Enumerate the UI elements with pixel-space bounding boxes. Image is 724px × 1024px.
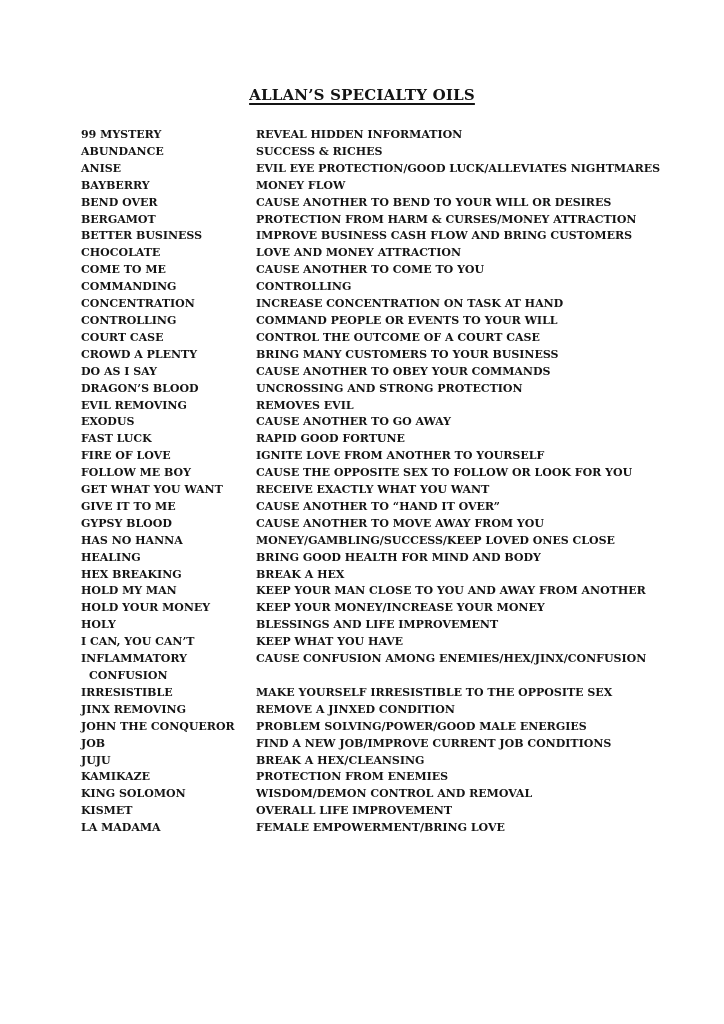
oil-row [81, 330, 681, 347]
oil-name-text: DO AS I SAY [81, 364, 158, 378]
oil-name-text: CHOCOLATE [81, 246, 161, 260]
oil-description: FIND A NEW JOB/IMPROVE CURRENT JOB CONDITIONS [256, 736, 612, 750]
oil-row [81, 465, 681, 482]
oil-description: CAUSE ANOTHER TO COME TO YOU [256, 263, 485, 277]
oil-name [81, 567, 251, 584]
oil-name-text: GET WHAT YOU WANT [81, 483, 223, 497]
oil-row [81, 262, 681, 279]
oil-name [81, 330, 251, 347]
oil-description: RECEIVE EXACTLY WHAT YOU WANT [256, 483, 490, 497]
oil-description: COMMAND PEOPLE OR EVENTS TO YOUR WILL [256, 313, 558, 327]
oil-description: PROTECTION FROM HARM & CURSES/MONEY ATTRACTION [256, 212, 637, 226]
oil-name-text: KAMIKAZE [81, 770, 151, 784]
oil-description: CONTROL THE OUTCOME OF A COURT CASE [256, 330, 540, 344]
oil-row [81, 634, 681, 651]
oil-name-text: FAST LUCK [81, 432, 152, 446]
oil-name-text: ABUNDANCE [81, 144, 164, 158]
oil-name [81, 398, 251, 415]
document-title [0, 86, 724, 104]
oil-name-text: EXODUS [81, 415, 135, 429]
oil-row [81, 769, 681, 786]
oil-name-text: BERGAMOT [81, 212, 156, 226]
oil-name [81, 279, 251, 296]
oil-row [81, 448, 681, 465]
oil-row [81, 719, 681, 736]
oil-row [81, 381, 681, 398]
oil-name-text: COMMANDING [81, 280, 177, 294]
oil-name [81, 702, 251, 719]
oil-name-text: BETTER BUSINESS [81, 229, 203, 243]
oil-name [81, 212, 251, 229]
oil-name-text: COME TO ME [81, 263, 166, 277]
oil-description: REVEAL HIDDEN INFORMATION [256, 128, 463, 141]
oil-description: OVERALL LIFE IMPROVEMENT [256, 804, 453, 818]
oil-list [81, 127, 681, 837]
oil-name-text: GIVE IT TO ME [81, 499, 176, 513]
oil-name [81, 127, 251, 144]
oil-name [81, 178, 251, 195]
oil-description: MONEY FLOW [256, 178, 346, 192]
oil-name-text: HOLY [81, 618, 116, 632]
oil-row [81, 414, 681, 431]
oil-row [81, 567, 681, 584]
oil-name [81, 161, 251, 178]
oil-name [81, 651, 251, 685]
oil-row [81, 820, 681, 837]
oil-name-text: JOB [81, 736, 106, 750]
oil-description: PROTECTION FROM ENEMIES [256, 770, 449, 784]
oil-name-text: LA MADAMA [81, 821, 161, 835]
oil-name-text: KING SOLOMON [81, 787, 186, 801]
oil-row [81, 228, 681, 245]
oil-row [81, 533, 681, 550]
oil-description: CAUSE ANOTHER TO “HAND IT OVER” [256, 499, 500, 513]
oil-name-text: EVIL REMOVING [81, 398, 187, 412]
oil-row [81, 313, 681, 330]
oil-row [81, 499, 681, 516]
oil-name [81, 533, 251, 550]
oil-name-text: HEX BREAKING [81, 567, 182, 581]
oil-name-continuation: CONFUSION [89, 669, 168, 683]
oil-description: LOVE AND MONEY ATTRACTION [256, 246, 462, 260]
oil-name [81, 583, 251, 600]
oil-description: REMOVE A JINXED CONDITION [256, 702, 455, 716]
oil-row [81, 516, 681, 533]
oil-name-text: 99 MYSTERY [81, 128, 162, 141]
oil-name [81, 719, 251, 736]
oil-row [81, 178, 681, 195]
oil-description: FEMALE EMPOWERMENT/BRING LOVE [256, 821, 505, 835]
oil-name-text: INFLAMMATORY [81, 652, 187, 666]
oil-name [81, 364, 251, 381]
oil-name [81, 786, 251, 803]
oil-row [81, 212, 681, 229]
oil-name [81, 617, 251, 634]
oil-name [81, 195, 251, 212]
oil-name-text: GYPSY BLOOD [81, 516, 172, 530]
oil-description: IMPROVE BUSINESS CASH FLOW AND BRING CUSTOMERS [256, 229, 633, 243]
oil-name [81, 414, 251, 431]
oil-name [81, 482, 251, 499]
oil-name [81, 228, 251, 245]
oil-description: CAUSE THE OPPOSITE SEX TO FOLLOW OR LOOK FOR YOU [256, 466, 633, 480]
oil-name [81, 736, 251, 753]
oil-name [81, 144, 251, 161]
oil-row [81, 702, 681, 719]
oil-name [81, 600, 251, 617]
document-title-text: ALLAN’S SPECIALTY OILS [249, 86, 475, 104]
oil-row [81, 482, 681, 499]
oil-description: IGNITE LOVE FROM ANOTHER TO YOURSELF [256, 449, 545, 463]
oil-name-text: KISMET [81, 804, 133, 818]
oil-name [81, 803, 251, 820]
oil-row [81, 161, 681, 178]
oil-description: KEEP WHAT YOU HAVE [256, 635, 404, 649]
oil-description: WISDOM/DEMON CONTROL AND REMOVAL [256, 787, 533, 801]
oil-name-text: FOLLOW ME BOY [81, 466, 191, 480]
oil-row [81, 617, 681, 634]
oil-name [81, 820, 251, 837]
oil-name [81, 296, 251, 313]
oil-row [81, 753, 681, 770]
oil-description: CAUSE ANOTHER TO BEND TO YOUR WILL OR DESIRES [256, 195, 612, 209]
oil-description: SUCCESS & RICHES [256, 144, 383, 158]
oil-row [81, 786, 681, 803]
oil-row [81, 600, 681, 617]
oil-description: EVIL EYE PROTECTION/GOOD LUCK/ALLEVIATES NIGHTMARES [256, 161, 661, 175]
oil-description: BREAK A HEX [256, 567, 345, 581]
oil-name-text: IRRESISTIBLE [81, 685, 173, 699]
oil-description: KEEP YOUR MONEY/INCREASE YOUR MONEY [256, 601, 545, 615]
oil-name [81, 465, 251, 482]
oil-row [81, 347, 681, 364]
oil-row [81, 364, 681, 381]
oil-name-text: HOLD YOUR MONEY [81, 601, 211, 615]
oil-name-text: CONTROLLING [81, 313, 177, 327]
oil-description: MAKE YOURSELF IRRESISTIBLE TO THE OPPOSITE SEX [256, 685, 613, 699]
oil-description: REMOVES EVIL [256, 398, 354, 412]
oil-row [81, 803, 681, 820]
oil-row [81, 195, 681, 212]
oil-name [81, 448, 251, 465]
oil-row [81, 245, 681, 262]
oil-description: BLESSINGS AND LIFE IMPROVEMENT [256, 618, 499, 632]
oil-row [81, 296, 681, 313]
oil-description: CAUSE CONFUSION AMONG ENEMIES/HEX/JINX/CONFUSION [256, 652, 647, 666]
oil-name [81, 634, 251, 651]
oil-description: UNCROSSING AND STRONG PROTECTION [256, 381, 523, 395]
oil-description: BRING GOOD HEALTH FOR MIND AND BODY [256, 550, 541, 564]
oil-description: CAUSE ANOTHER TO OBEY YOUR COMMANDS [256, 364, 551, 378]
oil-row [81, 736, 681, 753]
oil-name-text: JINX REMOVING [81, 702, 186, 716]
oil-row [81, 685, 681, 702]
oil-name-text: CONCENTRATION [81, 297, 195, 311]
oil-name [81, 381, 251, 398]
oil-row [81, 279, 681, 296]
oil-name-text: COURT CASE [81, 330, 164, 344]
oil-name [81, 262, 251, 279]
oil-name-text: BEND OVER [81, 195, 158, 209]
oil-row [81, 144, 681, 161]
oil-description: CAUSE ANOTHER TO GO AWAY [256, 415, 452, 429]
oil-description: PROBLEM SOLVING/POWER/GOOD MALE ENERGIES [256, 719, 587, 733]
oil-row [81, 398, 681, 415]
oil-name-text: DRAGON’S BLOOD [81, 381, 199, 395]
oil-description: CONTROLLING [256, 280, 352, 294]
oil-name [81, 313, 251, 330]
oil-row [81, 431, 681, 448]
oil-description: BRING MANY CUSTOMERS TO YOUR BUSINESS [256, 347, 559, 361]
oil-name [81, 753, 251, 770]
oil-name-text: HAS NO HANNA [81, 533, 183, 547]
oil-name-text: FIRE OF LOVE [81, 449, 171, 463]
oil-name-text: ANISE [81, 161, 122, 175]
oil-name-text: I CAN, YOU CAN’T [81, 635, 195, 649]
oil-description: INCREASE CONCENTRATION ON TASK AT HAND [256, 297, 564, 311]
oil-name [81, 499, 251, 516]
oil-description: MONEY/GAMBLING/SUCCESS/KEEP LOVED ONES CLOSE [256, 533, 615, 547]
oil-description: RAPID GOOD FORTUNE [256, 432, 405, 446]
oil-name [81, 685, 251, 702]
oil-name-text: JOHN THE CONQUEROR [81, 719, 235, 733]
oil-row [81, 651, 681, 685]
oil-row [81, 127, 681, 144]
oil-name [81, 516, 251, 533]
oil-description: CAUSE ANOTHER TO MOVE AWAY FROM YOU [256, 516, 544, 530]
oil-name-text: BAYBERRY [81, 178, 150, 192]
oil-name-text: HOLD MY MAN [81, 584, 177, 598]
oil-description: BREAK A HEX/CLEANSING [256, 753, 425, 767]
oil-name [81, 245, 251, 262]
oil-name [81, 550, 251, 567]
oil-name-text: HEALING [81, 550, 141, 564]
oil-name-text: JUJU [81, 753, 111, 767]
oil-description: KEEP YOUR MAN CLOSE TO YOU AND AWAY FROM ANOTHER [256, 584, 646, 598]
oil-name [81, 431, 251, 448]
oil-name-text: CROWD A PLENTY [81, 347, 198, 361]
oil-name [81, 347, 251, 364]
oil-row [81, 550, 681, 567]
oil-row [81, 583, 681, 600]
oil-name [81, 769, 251, 786]
